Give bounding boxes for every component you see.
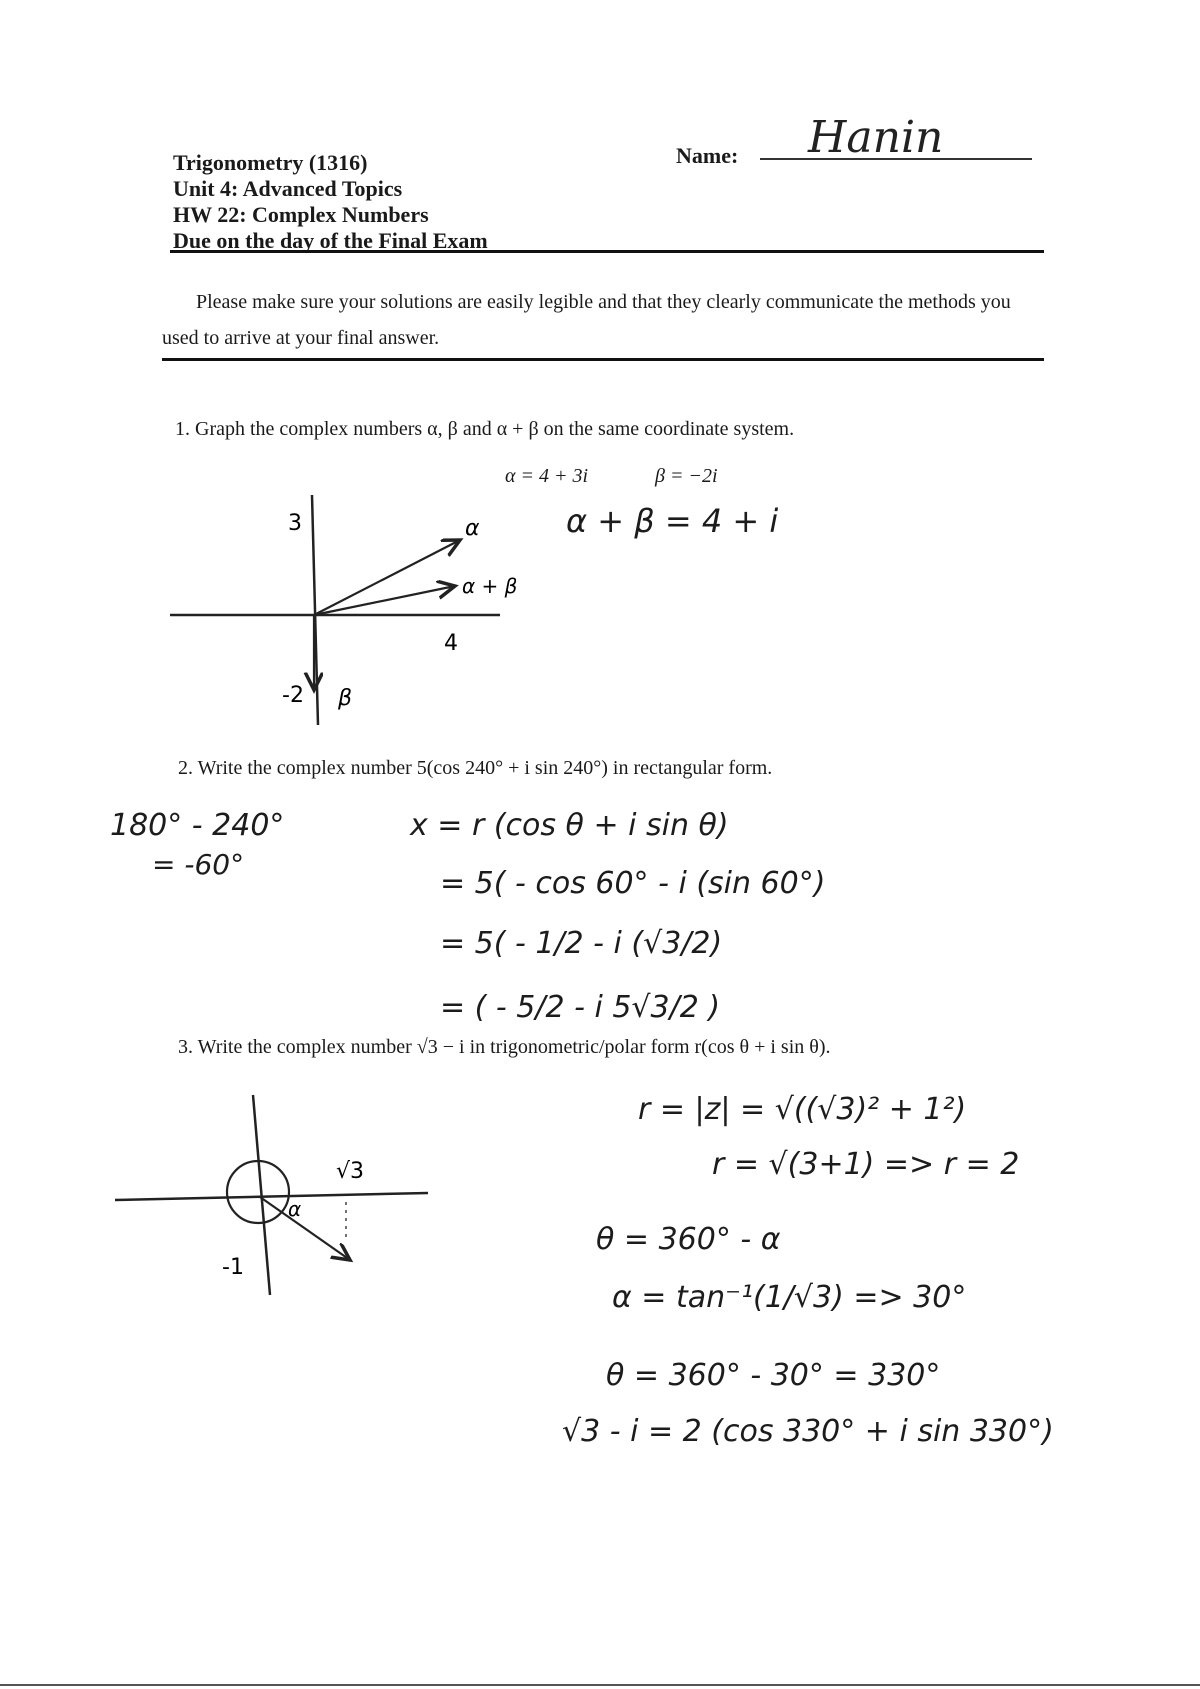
- side-work-line-1: 180° - 240°: [110, 808, 285, 843]
- y-tick-neg2: -2: [282, 683, 304, 708]
- header-rule: [170, 250, 1044, 253]
- y-tick-3: 3: [288, 511, 302, 536]
- angle-circle: [227, 1161, 289, 1223]
- q3-step-5: θ = 360° - 30° = 330°: [606, 1358, 941, 1393]
- y-axis: [253, 1095, 270, 1295]
- alpha-angle-label: α: [288, 1197, 302, 1221]
- z-vector: [260, 1197, 350, 1260]
- neg1-label: -1: [222, 1255, 244, 1280]
- sum-label: α + β: [462, 574, 518, 598]
- x-tick-4: 4: [444, 631, 458, 656]
- question-2-prompt: 2. Write the complex number 5(cos 240° + i sin 240°) in rectangular form.: [178, 757, 773, 779]
- q3-step-1: r = |z| = √((√3)² + 1²): [638, 1092, 967, 1127]
- alpha-vector: [314, 540, 460, 615]
- due-date: Due on the day of the Final Exam: [173, 228, 488, 253]
- scan-edge: [0, 1684, 1200, 1686]
- question-1-graph: [160, 490, 520, 730]
- y-axis: [312, 495, 318, 725]
- q2-step-3: = 5( - 1/2 - i (√3/2): [440, 926, 723, 961]
- x-axis: [115, 1193, 428, 1200]
- instructions-rule: [162, 358, 1044, 361]
- q2-step-2: = 5( - cos 60° - i (sin 60°): [440, 866, 826, 901]
- question-1-prompt: 1. Graph the complex numbers α, β and α + β on the same coordinate system.: [175, 418, 795, 440]
- question-3-graph: [110, 1090, 440, 1300]
- homework-title: HW 22: Complex Numbers: [173, 202, 429, 227]
- instructions: Please make sure your solutions are easily legible and that they clearly communicate the methods you used to arrive at your final answer.: [162, 291, 1011, 349]
- beta-definition: β = −2i: [655, 465, 718, 487]
- course-title: Trigonometry (1316): [173, 150, 368, 175]
- sqrt3-label: √3: [336, 1159, 365, 1184]
- q3-step-3: θ = 360° - α: [596, 1222, 781, 1257]
- question-1-answer: α + β = 4 + i: [566, 502, 779, 540]
- alpha-definition: α = 4 + 3i: [505, 465, 589, 487]
- q3-step-6: √3 - i = 2 (cos 330° + i sin 330°): [562, 1414, 1054, 1449]
- name-label: Name:: [676, 143, 739, 168]
- sum-vector: [314, 586, 455, 615]
- q2-step-4: = ( - 5/2 - i 5√3/2 ): [440, 990, 721, 1025]
- question-3-prompt: 3. Write the complex number √3 − i in trigonometric/polar form r(cos θ + i sin θ).: [178, 1036, 831, 1058]
- beta-label: β: [338, 686, 353, 711]
- side-work-line-2: = -60°: [152, 848, 245, 881]
- alpha-label: α: [465, 516, 480, 541]
- q2-step-1: x = r (cos θ + i sin θ): [410, 808, 729, 843]
- student-name-handwritten: Hanin: [808, 112, 944, 163]
- q3-step-4: α = tan⁻¹(1/√3) => 30°: [612, 1280, 967, 1315]
- q3-step-2: r = √(3+1) => r = 2: [712, 1147, 1020, 1182]
- unit-title: Unit 4: Advanced Topics: [173, 176, 403, 201]
